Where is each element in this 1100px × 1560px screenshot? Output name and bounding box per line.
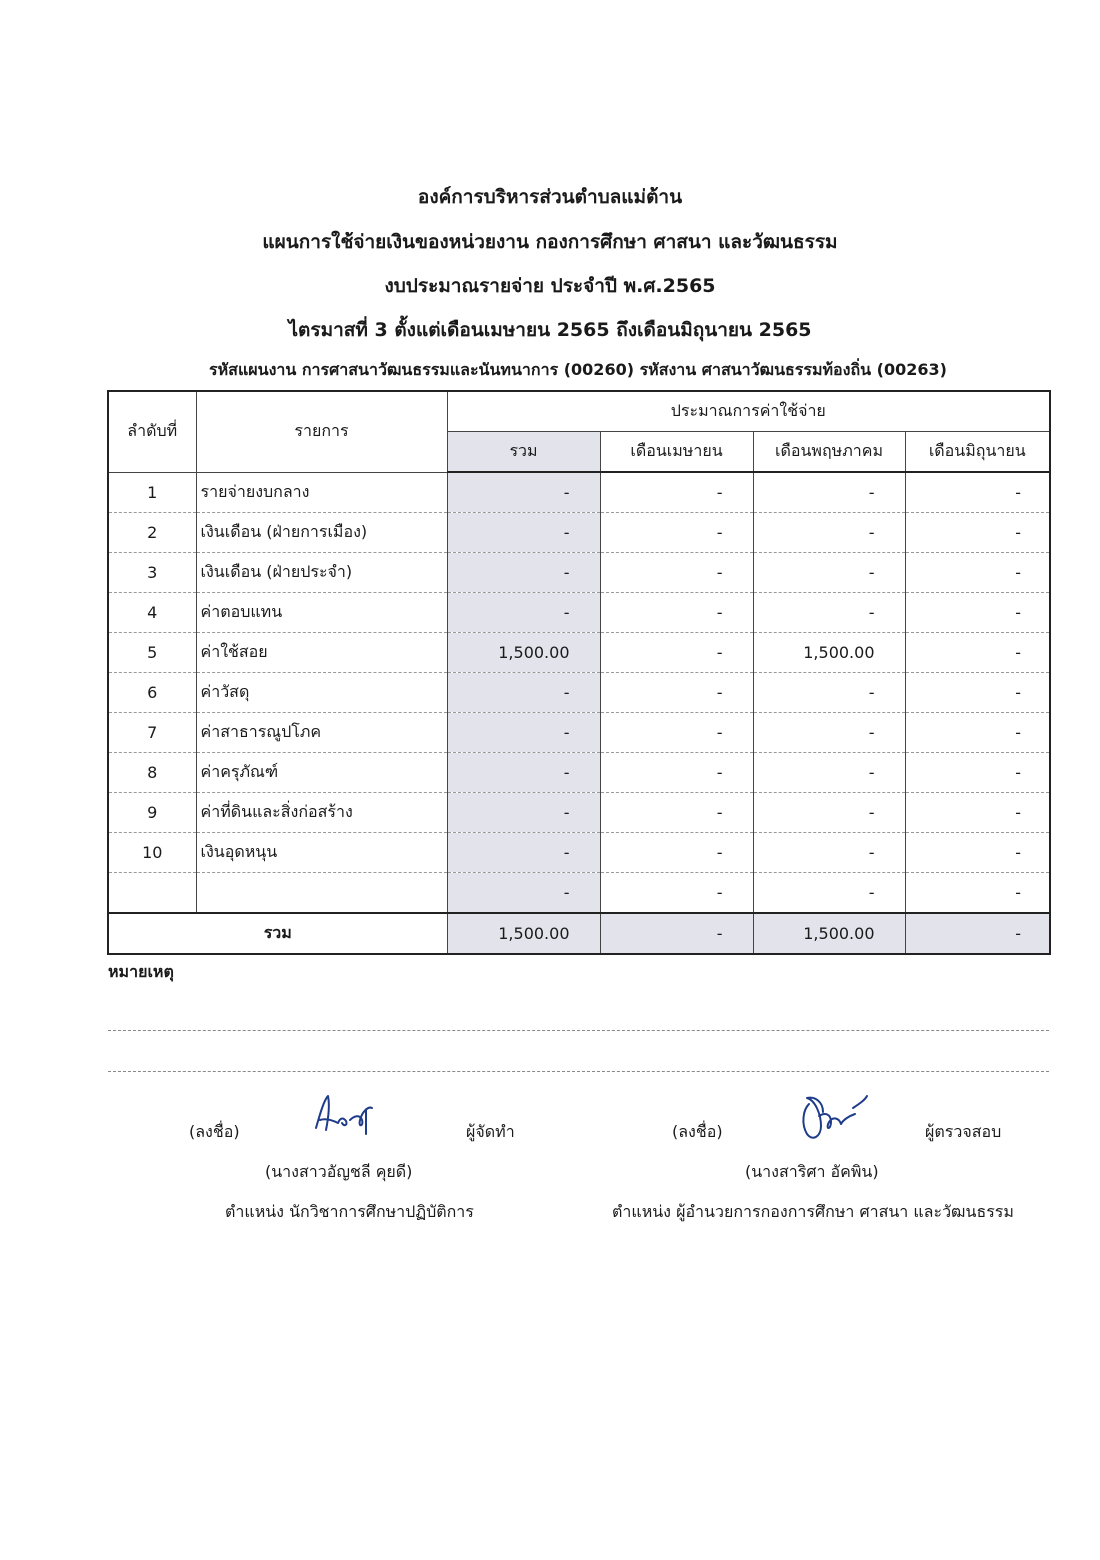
row-june: - [905, 553, 1050, 593]
budget-title: งบประมาณรายจ่าย ประจำปี พ.ศ.2565 [384, 275, 716, 297]
row-june: - [905, 593, 1050, 633]
col-header-april: เดือนเมษายน [600, 432, 753, 473]
row-total: - [447, 713, 600, 753]
row-total: - [447, 472, 600, 513]
col-header-group: ประมาณการค่าใช้จ่าย [447, 391, 1050, 432]
row-item: รายจ่ายงบกลาง [196, 472, 447, 513]
row-april: - [600, 873, 753, 914]
table-row [108, 513, 1050, 553]
col-header-no: ลำดับที่ [108, 391, 196, 472]
codes-line: รหัสแผนงาน การศาสนาวัฒนธรรมและนันทนาการ (00260) รหัสงาน ศาสนาวัฒนธรรมท้องถิ่น (00263) [209, 360, 947, 379]
total-label: รวม [108, 913, 447, 954]
reviewer-sign-label: (ลงชื่อ) [672, 1122, 723, 1141]
row-may: - [753, 513, 905, 553]
row-april: - [600, 593, 753, 633]
row-may: - [753, 593, 905, 633]
row-no: 7 [108, 713, 196, 753]
row-item: ค่าใช้สอย [196, 633, 447, 673]
row-no: 1 [108, 472, 196, 513]
col-header-june: เดือนมิถุนายน [905, 432, 1050, 473]
row-item: ค่าที่ดินและสิ่งก่อสร้าง [196, 793, 447, 833]
row-item: เงินอุดหนุน [196, 833, 447, 873]
row-item: เงินเดือน (ฝ่ายประจำ) [196, 553, 447, 593]
row-may: - [753, 673, 905, 713]
row-no: 6 [108, 673, 196, 713]
row-april: - [600, 553, 753, 593]
budget-table [107, 390, 1051, 955]
row-no: 3 [108, 553, 196, 593]
row-item: ค่าสาธารณูปโภค [196, 713, 447, 753]
row-june: - [905, 513, 1050, 553]
col-header-may: เดือนพฤษภาคม [753, 432, 905, 473]
row-april: - [600, 513, 753, 553]
row-june: - [905, 472, 1050, 513]
row-may: - [753, 833, 905, 873]
row-no: 2 [108, 513, 196, 553]
row-item: เงินเดือน (ฝ่ายการเมือง) [196, 513, 447, 553]
total-row [108, 913, 1050, 954]
row-total: - [447, 873, 600, 914]
table-row [108, 833, 1050, 873]
table-row [108, 873, 1050, 914]
row-april: - [600, 793, 753, 833]
preparer-signature [310, 1090, 385, 1140]
reviewer-role: ผู้ตรวจสอบ [925, 1122, 1002, 1141]
table-row [108, 633, 1050, 673]
total-june: - [905, 913, 1050, 954]
row-april: - [600, 633, 753, 673]
row-april: - [600, 673, 753, 713]
row-item: ค่าตอบแทน [196, 593, 447, 633]
row-june: - [905, 753, 1050, 793]
table-row [108, 593, 1050, 633]
remark-label: หมายเหตุ [108, 962, 174, 981]
row-june: - [905, 633, 1050, 673]
row-april: - [600, 833, 753, 873]
row-april: - [600, 753, 753, 793]
row-june: - [905, 713, 1050, 753]
table-row [108, 673, 1050, 713]
col-header-item: รายการ [196, 391, 447, 472]
row-april: - [600, 472, 753, 513]
row-total: - [447, 593, 600, 633]
table-row [108, 793, 1050, 833]
remark-line [108, 1030, 1049, 1031]
table-row [108, 753, 1050, 793]
row-total: - [447, 673, 600, 713]
remark-line [108, 1071, 1049, 1072]
row-may: - [753, 713, 905, 753]
row-total: - [447, 753, 600, 793]
row-may: - [753, 793, 905, 833]
row-total: 1,500.00 [447, 633, 600, 673]
row-may: - [753, 472, 905, 513]
reviewer-position: ตำแหน่ง ผู้อำนวยการกองการศึกษา ศาสนา และวัฒนธรรม [612, 1202, 1014, 1221]
table-row [108, 713, 1050, 753]
row-no: 10 [108, 833, 196, 873]
org-title: องค์การบริหารส่วนตำบลแม่ต้าน [417, 186, 683, 208]
row-may: - [753, 553, 905, 593]
row-no: 5 [108, 633, 196, 673]
total-sum: 1,500.00 [447, 913, 600, 954]
row-total: - [447, 793, 600, 833]
preparer-role: ผู้จัดทำ [466, 1122, 515, 1141]
row-item: ค่าครุภัณฑ์ [196, 753, 447, 793]
row-may: - [753, 873, 905, 914]
quarter-title: ไตรมาสที่ 3 ตั้งแต่เดือนเมษายน 2565 ถึงเดือนมิถุนายน 2565 [288, 319, 812, 341]
table-row [108, 472, 1050, 513]
preparer-sign-label: (ลงชื่อ) [189, 1122, 240, 1141]
row-total: - [447, 513, 600, 553]
plan-title: แผนการใช้จ่ายเงินของหน่วยงาน กองการศึกษา ศาสนา และวัฒนธรรม [262, 231, 838, 253]
col-header-total: รวม [447, 432, 600, 473]
total-may: 1,500.00 [753, 913, 905, 954]
row-item: ค่าวัสดุ [196, 673, 447, 713]
row-no: 8 [108, 753, 196, 793]
row-june: - [905, 873, 1050, 914]
row-item [196, 873, 447, 914]
row-may: - [753, 753, 905, 793]
preparer-name: (นางสาวอัญชลี คุยดี) [265, 1162, 413, 1181]
row-june: - [905, 833, 1050, 873]
row-no: 9 [108, 793, 196, 833]
row-may: 1,500.00 [753, 633, 905, 673]
row-total: - [447, 553, 600, 593]
row-june: - [905, 793, 1050, 833]
row-no: 4 [108, 593, 196, 633]
row-no [108, 873, 196, 914]
preparer-position: ตำแหน่ง นักวิชาการศึกษาปฏิบัติการ [225, 1202, 474, 1221]
reviewer-signature [795, 1090, 875, 1145]
row-june: - [905, 673, 1050, 713]
row-april: - [600, 713, 753, 753]
total-april: - [600, 913, 753, 954]
table-row [108, 553, 1050, 593]
reviewer-name: (นางสาริศา อัคพิน) [745, 1162, 879, 1181]
row-total: - [447, 833, 600, 873]
